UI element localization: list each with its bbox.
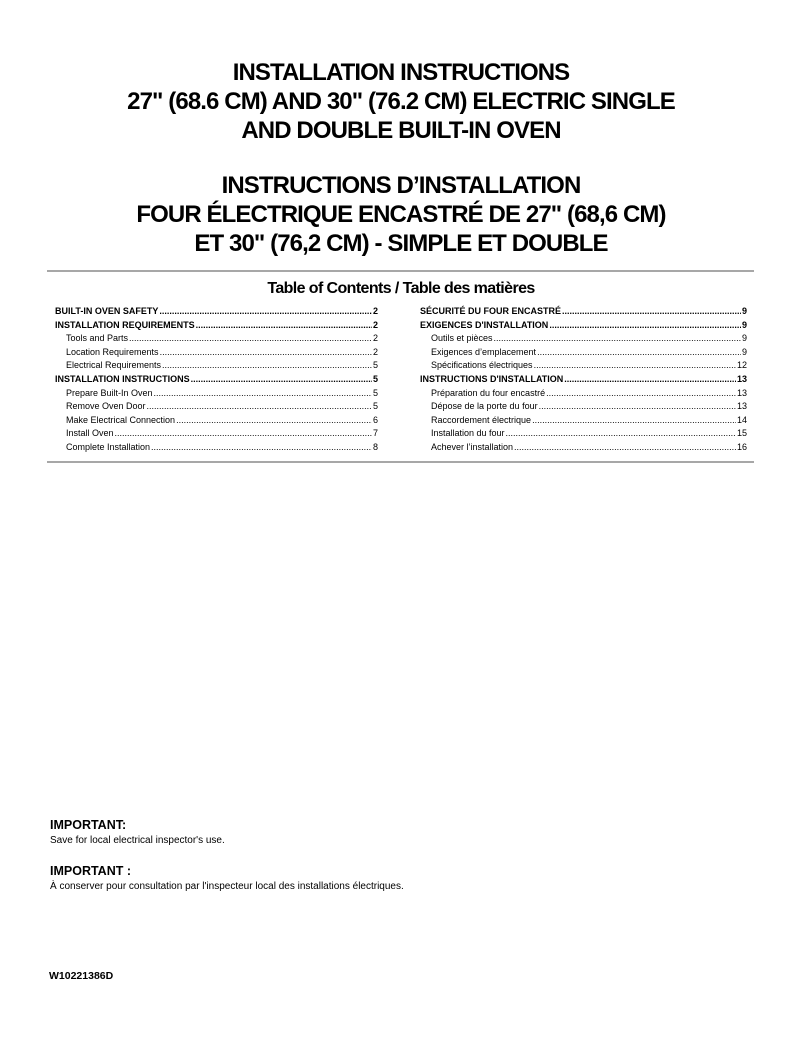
toc-entry-page: 5: [372, 360, 378, 371]
toc-entry[interactable]: [55, 359, 378, 373]
title-en-line-1: INSTALLATION INSTRUCTIONS: [232, 59, 570, 86]
toc-bottom-divider: [47, 461, 754, 463]
toc-entry[interactable]: [55, 400, 378, 414]
toc-entry-page: 9: [741, 319, 747, 330]
toc-entry-page: 14: [736, 414, 747, 425]
toc-entry-label: Dépose de la porte du four: [431, 401, 538, 412]
toc-leader-dots: [196, 319, 372, 333]
toc-entry-page: 9: [741, 333, 747, 344]
toc-entry[interactable]: [55, 346, 378, 360]
toc-leader-dots: [129, 332, 372, 346]
toc-leader-dots: [191, 373, 372, 387]
title-fr-line-3: ET 30" (76,2 CM) - SIMPLE ET DOUBLE: [194, 230, 608, 257]
toc-entry[interactable]: [55, 305, 378, 319]
toc-entry[interactable]: [420, 319, 747, 333]
toc-leader-dots: [176, 414, 372, 428]
toc-entry-label: EXIGENCES D'INSTALLATION: [420, 319, 549, 330]
toc-entry-label: INSTALLATION REQUIREMENTS: [55, 319, 195, 330]
toc-entry-label: SÉCURITÉ DU FOUR ENCASTRÉ: [420, 306, 562, 316]
toc-entry[interactable]: [420, 305, 747, 319]
toc-entry[interactable]: [55, 441, 378, 455]
toc-entry[interactable]: [55, 319, 378, 333]
toc-entry[interactable]: [420, 400, 747, 414]
toc-entry-page: 8: [372, 441, 378, 452]
toc-entry-label: Achever l’installation: [431, 441, 514, 452]
toc-entry[interactable]: [420, 427, 747, 441]
toc-leader-dots: [532, 414, 736, 428]
important-text-fr: À conserver pour consultation par l'inspecteur local des installations électriques.: [50, 881, 404, 892]
title-en-line-3: AND DOUBLE BUILT-IN OVEN: [241, 117, 561, 144]
title-french: [0, 171, 802, 258]
toc-leader-dots: [534, 359, 736, 373]
toc-entry[interactable]: [55, 332, 378, 346]
toc-entry-label: Installation du four: [431, 428, 505, 439]
toc-entry-page: 2: [372, 333, 378, 344]
toc-entry-label: Préparation du four encastré: [431, 387, 546, 398]
important-heading-en: IMPORTANT:: [50, 818, 127, 832]
important-text-en: Save for local electrical inspector's use.: [50, 835, 225, 846]
toc-heading: Table of Contents / Table des matières: [267, 280, 535, 297]
toc-entry-page: 7: [372, 428, 378, 439]
toc-leader-dots: [154, 387, 372, 401]
toc-entry-page: 2: [372, 319, 378, 330]
toc-leader-dots: [115, 427, 372, 441]
toc-leader-dots: [160, 346, 372, 360]
toc-leader-dots: [506, 427, 736, 441]
toc-entry-page: 5: [372, 401, 378, 412]
toc-entry-label: INSTRUCTIONS D'INSTALLATION: [420, 373, 564, 384]
toc-entry-page: 12: [736, 360, 747, 371]
toc-entry[interactable]: [420, 332, 747, 346]
toc-entry-label: Electrical Requirements: [66, 360, 162, 371]
important-heading-fr: IMPORTANT :: [50, 864, 132, 878]
toc-entry-label: Install Oven: [66, 428, 114, 439]
toc-entry-label: Remove Oven Door: [66, 401, 146, 412]
toc-entry-page: 2: [372, 306, 378, 316]
toc-entry-label: Raccordement électrique: [431, 414, 532, 425]
toc-entry-label: Exigences d’emplacement: [431, 346, 537, 357]
toc-leader-dots: [564, 373, 736, 387]
toc-leader-dots: [539, 400, 736, 414]
toc-entry[interactable]: [420, 414, 747, 428]
toc-leader-dots: [546, 387, 736, 401]
toc-entry[interactable]: [420, 373, 747, 387]
toc-top-divider: [47, 270, 754, 272]
toc-entry-label: Tools and Parts: [66, 333, 129, 344]
toc-leader-dots: [537, 346, 741, 360]
toc-entry-label: Make Electrical Connection: [66, 414, 176, 425]
toc-leader-dots: [549, 319, 741, 333]
toc-leader-dots: [514, 441, 736, 455]
toc-entry-label: Prepare Built-In Oven: [66, 387, 153, 398]
toc-entry[interactable]: [55, 414, 378, 428]
toc-entry[interactable]: [55, 373, 378, 387]
toc-entry-label: BUILT-IN OVEN SAFETY: [55, 306, 159, 316]
toc-entry-page: 6: [372, 414, 378, 425]
toc-entry-page: 5: [372, 387, 378, 398]
toc-entry[interactable]: [420, 346, 747, 360]
title-fr-line-1: INSTRUCTIONS D’INSTALLATION: [221, 172, 581, 199]
toc-entry-label: INSTALLATION INSTRUCTIONS: [55, 373, 190, 384]
toc-entry-label: Outils et pièces: [431, 333, 493, 344]
toc-leader-dots: [494, 332, 741, 346]
toc-entry[interactable]: [420, 359, 747, 373]
toc-leader-dots: [162, 359, 372, 373]
toc-entry-page: 16: [736, 441, 747, 452]
toc-entry-label: Spécifications électriques: [431, 360, 533, 371]
toc-entry-label: Location Requirements: [66, 346, 159, 357]
toc-leader-dots: [562, 305, 741, 319]
toc-entry-page: 13: [736, 401, 747, 412]
title-english: [0, 58, 802, 145]
toc-entry-page: 13: [736, 373, 747, 384]
toc-entry[interactable]: [420, 387, 747, 401]
toc-entry-page: 5: [372, 373, 378, 384]
toc-entry-page: 15: [736, 428, 747, 439]
toc-entry[interactable]: [420, 441, 747, 455]
toc-leader-dots: [151, 441, 372, 455]
document-number: W10221386D: [49, 970, 114, 982]
toc-entry-page: 9: [741, 346, 747, 357]
toc-column-english: [55, 305, 378, 455]
toc-leader-dots: [159, 305, 372, 319]
toc-column-french: [420, 305, 747, 455]
toc-entry[interactable]: [55, 387, 378, 401]
toc-entry[interactable]: [55, 427, 378, 441]
toc-entry-page: 9: [741, 306, 747, 316]
toc-entry-page: 2: [372, 346, 378, 357]
title-en-line-2: 27" (68.6 CM) AND 30" (76.2 CM) ELECTRIC SINGLE: [127, 88, 675, 115]
toc-leader-dots: [147, 400, 372, 414]
title-fr-line-2: FOUR ÉLECTRIQUE ENCASTRÉ DE 27" (68,6 CM): [136, 201, 666, 228]
toc-entry-page: 13: [736, 387, 747, 398]
toc-entry-label: Complete Installation: [66, 441, 151, 452]
